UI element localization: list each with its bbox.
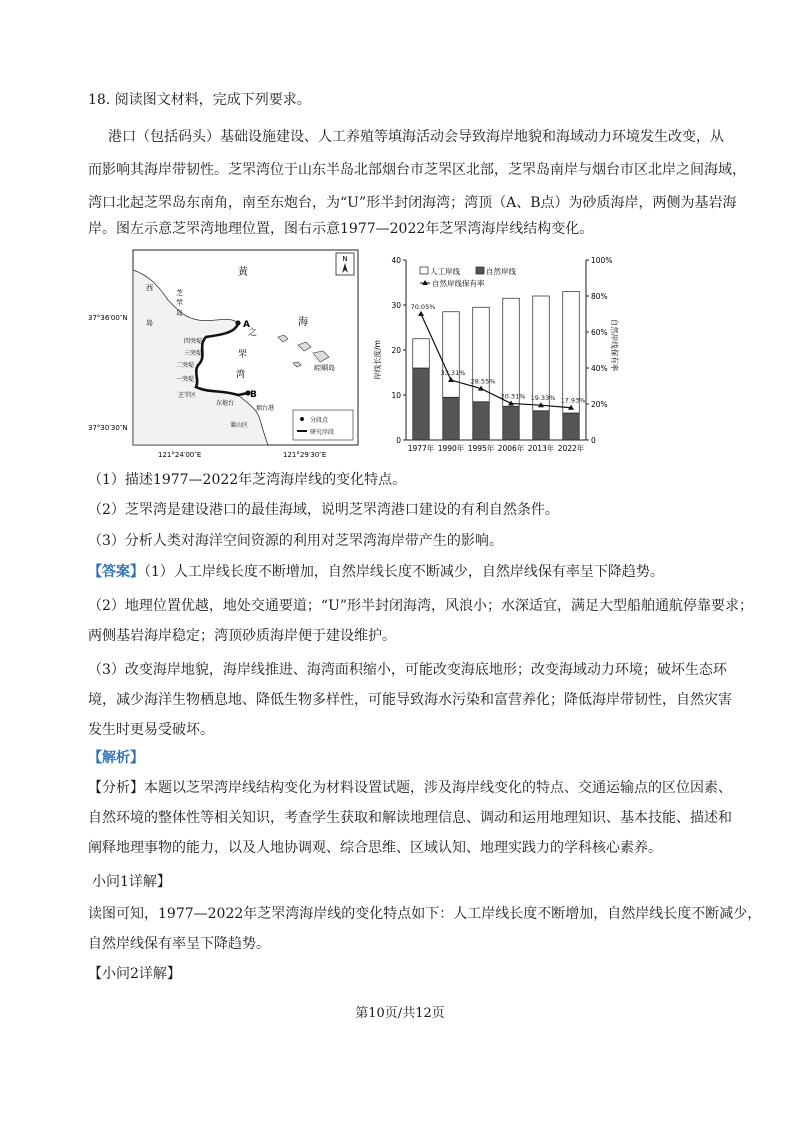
question-number: 18. [88, 92, 111, 108]
question-instruction-text: 阅读图文材料，完成下列要求。 [114, 92, 311, 108]
question-instruction [88, 90, 311, 110]
analysis-tag: 【解析】 [88, 750, 144, 766]
sub-question-3: （3）分析人类对海洋空间资源的利用对芝罘湾海岸带产生的影响。 [88, 533, 503, 549]
y2-axis-label: 自然岸线保有率 [610, 318, 619, 372]
y-tick-label: 20 [391, 346, 401, 355]
y-tick-label: 10 [391, 391, 401, 400]
map-bay-label-3: 湾 [236, 370, 246, 380]
rate-data-label: 19.33% [530, 394, 556, 403]
x-tick-label: 2022年 [557, 444, 585, 453]
page-footer: 第10页/共12页 [355, 1006, 445, 1021]
y-tick-label: 0 [396, 436, 401, 445]
answer-text-1: （1）人工岸线长度不断增加，自然岸线长度不断减少，自然岸线保有率呈下降趋势。 [144, 564, 664, 580]
answer-line-2: （2）地理位置优越，地处交通要道；“U”形半封闭海湾，风浪小；水深适宜，满足大型船舶通航停靠要求； [88, 598, 754, 614]
analysis-line-1: 【分析】本题以芝罘湾岸线结构变化为材料设置试题，涉及海岸线变化的特点、交通运输点的区位因素、 [88, 780, 732, 796]
material-line: 港口（包括码头）基础设施建设、人工养殖等填海活动会导致海岸地貌和海域动力环境发生改变，从 [108, 129, 724, 145]
sub-question-1: （1）描述1977—2022年芝湾海岸线的变化特点。 [88, 472, 407, 488]
sub-question-2: （2）芝罘湾是建设港口的最佳海域，说明芝罘湾港口建设的有利自然条件。 [88, 502, 559, 518]
point-a-label: A [243, 320, 250, 330]
answer-line-4: （3）改变海岸地貌，海岸线推进、海湾面积缩小，可能改变海底地形；改变海域动力环境；破坏生态环 [88, 662, 727, 678]
map-place-2: 二突堤 [176, 362, 195, 369]
zhifu-bay-map [88, 245, 378, 465]
lat-label-1: 37°36′00″N [88, 314, 128, 322]
rate-point [418, 311, 424, 316]
map-place-dao2: 岛 [146, 319, 153, 327]
shoreline-chart [368, 245, 618, 470]
answer-line-5: 境，减少海洋生物栖息地、降低生物多样性，可能导致海水污染和富营养化；降低海岸带韧性，自然灾害 [88, 692, 732, 708]
material-line: 岸。图左示意芝罘湾地理位置，图右示意1977—2022年芝罘湾海岸线结构变化。 [88, 221, 594, 237]
bar-artificial [563, 292, 580, 414]
sub2-title: 【小问2详解】 [88, 966, 181, 982]
bar-natural [503, 406, 520, 440]
map-place-1: 一突堤 [176, 376, 195, 383]
map-island-label: 崆峒岛 [314, 364, 335, 372]
y2-tick-label: 20% [591, 400, 608, 409]
analysis-line-3: 阐释地理事物的能力，以及人地协调观、综合思维、区域认知、地理实践力的学科核心素养。 [88, 840, 662, 856]
bar-artificial [443, 312, 460, 398]
material-line: 而影响其海岸带韧性。芝罘湾位于山东半岛北部烟台市芝罘区北部，芝罘岛南岸与烟台市区北岸之间海域， [88, 162, 746, 178]
analysis-line-2: 自然环境的整体性等相关知识，考查学生获取和解读地理信息、调动和运用地理知识、基本技能、描述和 [88, 810, 732, 826]
sub1-title: 小问1详解】 [92, 874, 171, 890]
x-tick-label: 2013年 [527, 444, 555, 453]
x-tick-label: 1990年 [437, 444, 465, 453]
rate-data-label: 28.55% [470, 377, 496, 386]
y2-tick-label: 40% [591, 364, 608, 373]
lon-label-2: 121°29′30″E [283, 451, 327, 459]
map-place-xi: 西 [146, 284, 153, 292]
north-label: N [342, 255, 348, 263]
rate-data-label: 70.05% [410, 302, 436, 311]
map-place-zhi: 芝 [176, 289, 183, 297]
map-sea-label: 黄 [238, 267, 248, 278]
x-tick-label: 1977年 [407, 444, 435, 453]
rate-data-label: 33.31% [440, 369, 466, 378]
bar-natural [533, 411, 550, 440]
map-place-fu: 罘 [176, 299, 183, 307]
map-sea-label-2: 海 [298, 317, 308, 328]
legend-line-label: 研究岸段 [310, 429, 335, 436]
map-district-zhifu: 芝罘区 [178, 392, 197, 399]
bar-natural [563, 413, 580, 440]
y-tick-label: 30 [391, 301, 401, 310]
bar-artificial [413, 339, 430, 368]
bar-artificial [503, 298, 520, 406]
x-tick-label: 1995年 [467, 444, 495, 453]
map-place-4: 四突堤 [184, 338, 203, 345]
map-bay-label: 之 [248, 328, 258, 338]
y2-tick-label: 0 [591, 436, 596, 445]
y-tick-label: 40 [391, 256, 401, 265]
legend-natural-label: 自然岸线 [486, 267, 516, 276]
map-place-dongpaotai: 东炮台 [216, 400, 235, 407]
x-tick-label: 2006年 [497, 444, 525, 453]
lat-label-2: 37°30′30″N [88, 424, 128, 432]
rate-data-label: 20.31% [500, 392, 526, 401]
sub1-line-1: 读图可知，1977—2022年芝罘湾海岸线的变化特点如下：人工岸线长度不断增加，自然岸线长度不断减少， [88, 906, 762, 922]
legend-rate-label: 自然岸线保有率 [432, 279, 485, 288]
sub1-line-2: 自然岸线保有率呈下降趋势。 [88, 936, 270, 952]
y2-tick-label: 80% [591, 292, 608, 301]
answer-tag: 【答案】 [88, 564, 144, 580]
answer-line-1 [88, 562, 664, 582]
y-axis-label: 岸线长度/m [373, 340, 382, 380]
legend-artificial-label: 人工岸线 [430, 267, 460, 276]
rate-data-label: 17.93% [560, 396, 586, 405]
legend-point-label: 分段点 [310, 417, 329, 424]
map-place-3: 三突堤 [184, 350, 203, 357]
map-place-port: 烟台港 [256, 405, 275, 412]
map-district-laishan: 莱山区 [230, 422, 249, 429]
bar-natural [413, 368, 430, 440]
map-bay-label-2: 罘 [238, 350, 248, 360]
bar-natural [473, 402, 490, 440]
material-line: 湾口北起芝罘岛东南角，南至东炮台，为“U”形半封闭海湾；湾顶（A、B点）为砂质海岸，两侧为基岩海 [88, 195, 737, 211]
map-place-dao: 岛 [176, 309, 183, 317]
y2-tick-label: 60% [591, 328, 608, 337]
point-b-label: B [250, 390, 257, 400]
answer-line-6: 发生时更易受破坏。 [88, 722, 214, 738]
bar-natural [443, 397, 460, 440]
lon-label-1: 121°24′00″E [158, 451, 202, 459]
answer-line-3: 两侧基岩海岸稳定；湾顶砂质海岸便于建设维护。 [88, 628, 396, 644]
y2-tick-label: 100% [591, 256, 613, 265]
